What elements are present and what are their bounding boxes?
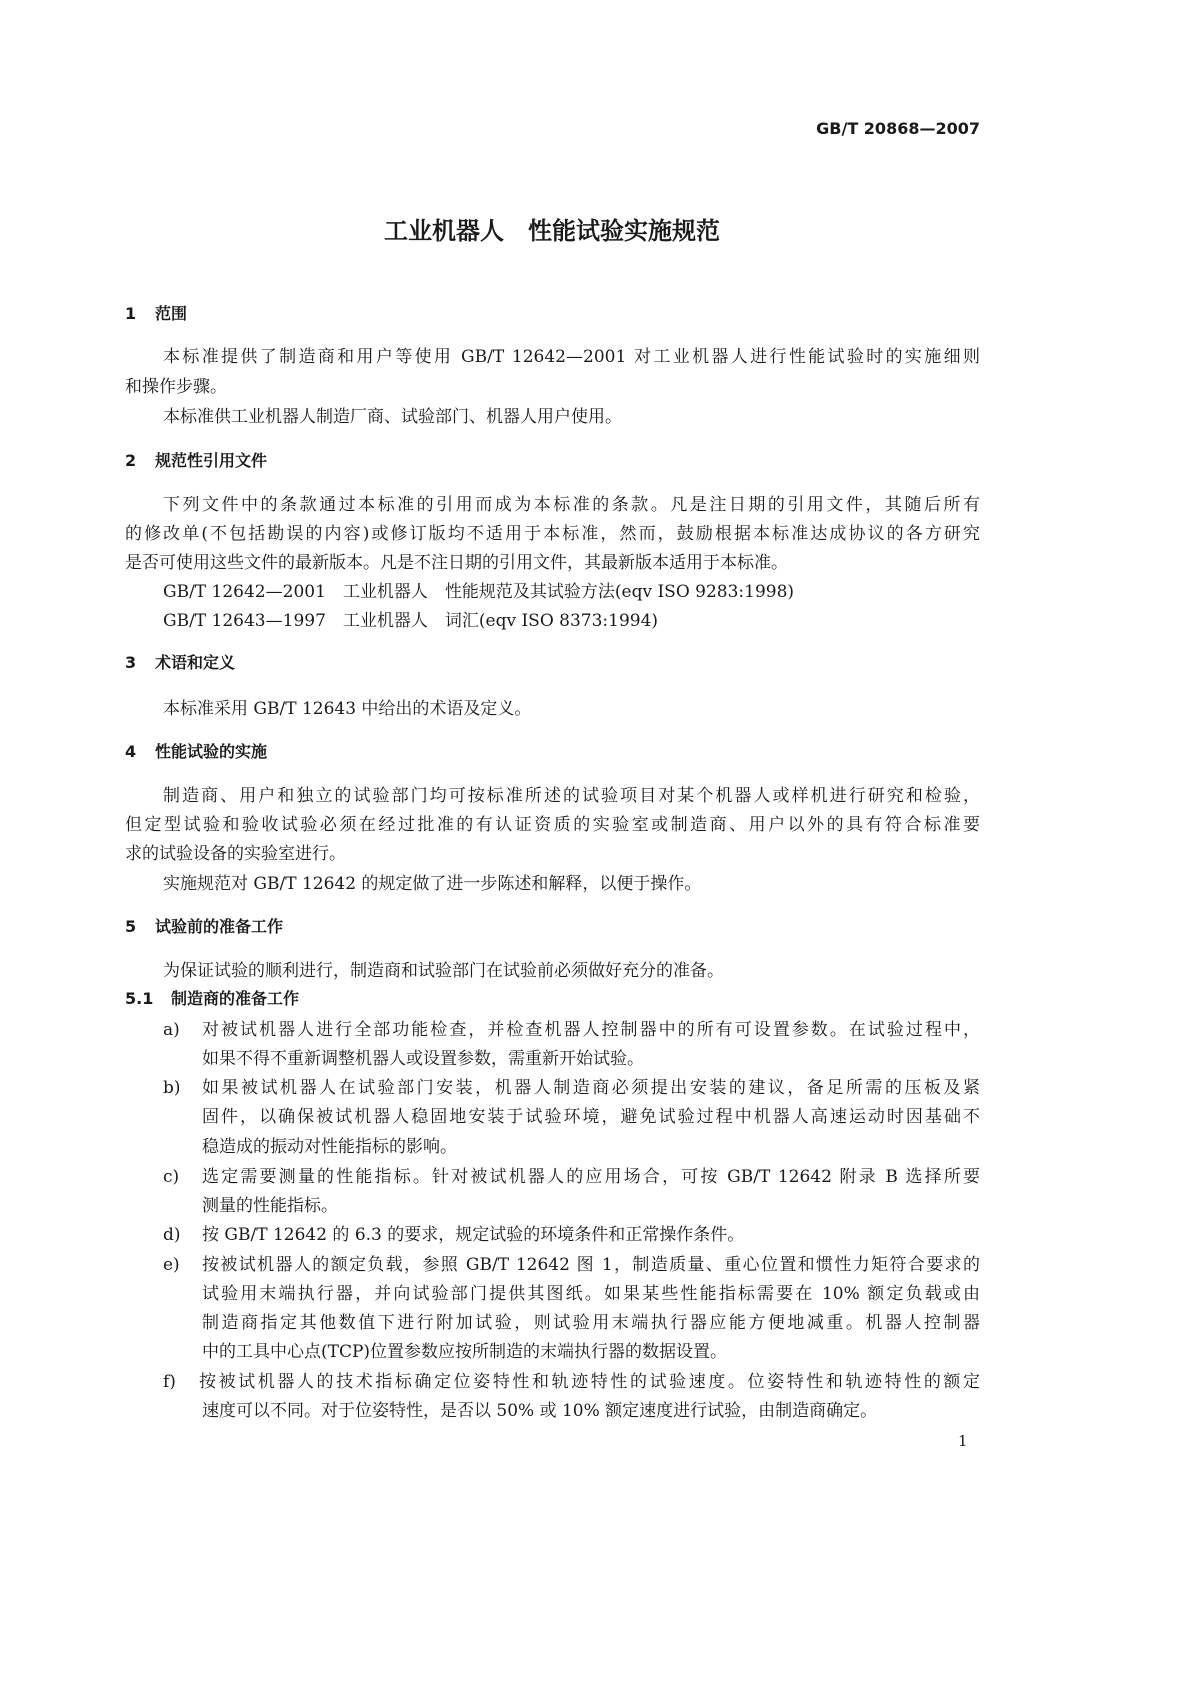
list-line: 稳造成的振动对性能指标的影响。 — [202, 1137, 457, 1157]
page-number: 1 — [958, 1432, 968, 1450]
paragraph-line: 本标准提供了制造商和用户等使用 GB/T 12642—2001 对工业机器人进行性能试验时的实施细则 — [163, 347, 980, 367]
section-heading-3: 3 术语和定义 — [125, 653, 236, 672]
list-line: 如果不得不重新调整机器人或设置参数，需重新开始试验。 — [202, 1049, 644, 1069]
paragraph-line: 本标准采用 GB/T 12643 中给出的术语及定义。 — [163, 699, 532, 719]
list-line: 固件，以确保被试机器人稳固地安装于试验环境，避免试验过程中机器人高速运动时因基础不 — [202, 1107, 980, 1127]
list-label: e) — [163, 1255, 180, 1275]
paragraph-line: 的修改单(不包括勘误的内容)或修订版均不适用于本标准，然而，鼓励根据本标准达成协议的各方研究 — [125, 524, 980, 544]
reference-item: GB/T 12642—2001 工业机器人 性能规范及其试验方法(eqv ISO 9283:1998) — [163, 582, 795, 602]
subsection-heading-5-1: 5.1 制造商的准备工作 — [125, 989, 300, 1008]
list-label: b) — [163, 1078, 181, 1098]
list-label: c) — [163, 1167, 180, 1187]
paragraph-line: 制造商、用户和独立的试验部门均可按标准所述的试验项目对某个机器人或样机进行研究和检验， — [163, 786, 980, 806]
paragraph-line: 下列文件中的条款通过本标准的引用而成为本标准的条款。凡是注日期的引用文件，其随后所有 — [163, 495, 980, 515]
list-line: 中的工具中心点(TCP)位置参数应按所制造的末端执行器的数据设置。 — [202, 1342, 728, 1362]
list-line: 如果被试机器人在试验部门安装，机器人制造商必须提出安装的建议，备足所需的压板及紧 — [202, 1078, 980, 1098]
list-line: 测量的性能指标。 — [202, 1196, 338, 1216]
list-label: d) — [163, 1225, 181, 1245]
section-heading-5: 5 试验前的准备工作 — [125, 917, 284, 936]
paragraph-line: 是否可使用这些文件的最新版本。凡是不注日期的引用文件，其最新版本适用于本标准。 — [125, 553, 788, 573]
paragraph-line: 实施规范对 GB/T 12642 的规定做了进一步陈述和解释，以便于操作。 — [163, 874, 702, 894]
paragraph-line: 本标准供工业机器人制造厂商、试验部门、机器人用户使用。 — [163, 407, 622, 427]
paragraph-line: 为保证试验的顺利进行，制造商和试验部门在试验前必须做好充分的准备。 — [163, 961, 724, 981]
list-line: 速度可以不同。对于位姿特性，是否以 50% 或 10% 额定速度进行试验，由制造商确定。 — [202, 1401, 878, 1421]
list-line: 对被试机器人进行全部功能检查，并检查机器人控制器中的所有可设置参数。在试验过程中， — [202, 1020, 980, 1040]
reference-item: GB/T 12643—1997 工业机器人 词汇(eqv ISO 8373:1994) — [163, 611, 659, 631]
list-line: 选定需要测量的性能指标。针对被试机器人的应用场合，可按 GB/T 12642 附录 B 选择所要 — [202, 1167, 980, 1187]
list-line: 制造商指定其他数值下进行附加试验，则试验用末端执行器应能方便地减重。机器人控制器 — [202, 1313, 980, 1333]
list-label: a) — [163, 1020, 180, 1040]
list-line: 按被试机器人的额定负载，参照 GB/T 12642 图 1，制造质量、重心位置和惯性力矩符合要求的 — [202, 1255, 980, 1275]
list-line: 按 GB/T 12642 的 6.3 的要求，规定试验的环境条件和正常操作条件。 — [202, 1225, 745, 1245]
list-line: 按被试机器人的技术指标确定位姿特性和轨迹特性的试验速度。位姿特性和轨迹特性的额定 — [199, 1372, 980, 1392]
standard-number: GB/T 20868—2007 — [816, 119, 980, 138]
section-heading-2: 2 规范性引用文件 — [125, 451, 268, 470]
section-heading-1: 1 范围 — [125, 304, 188, 323]
paragraph-line: 但定型试验和验收试验必须在经过批准的有认证资质的实验室或制造商、用户以外的具有符合标准要 — [125, 815, 980, 835]
paragraph-line: 和操作步骤。 — [125, 377, 227, 397]
list-line: 试验用末端执行器，并向试验部门提供其图纸。如果某些性能指标需要在 10% 额定负载或由 — [202, 1284, 980, 1304]
page-title: 工业机器人 性能试验实施规范 — [384, 217, 720, 245]
list-label: f) — [163, 1372, 176, 1392]
section-heading-4: 4 性能试验的实施 — [125, 742, 268, 761]
paragraph-line: 求的试验设备的实验室进行。 — [125, 844, 346, 864]
